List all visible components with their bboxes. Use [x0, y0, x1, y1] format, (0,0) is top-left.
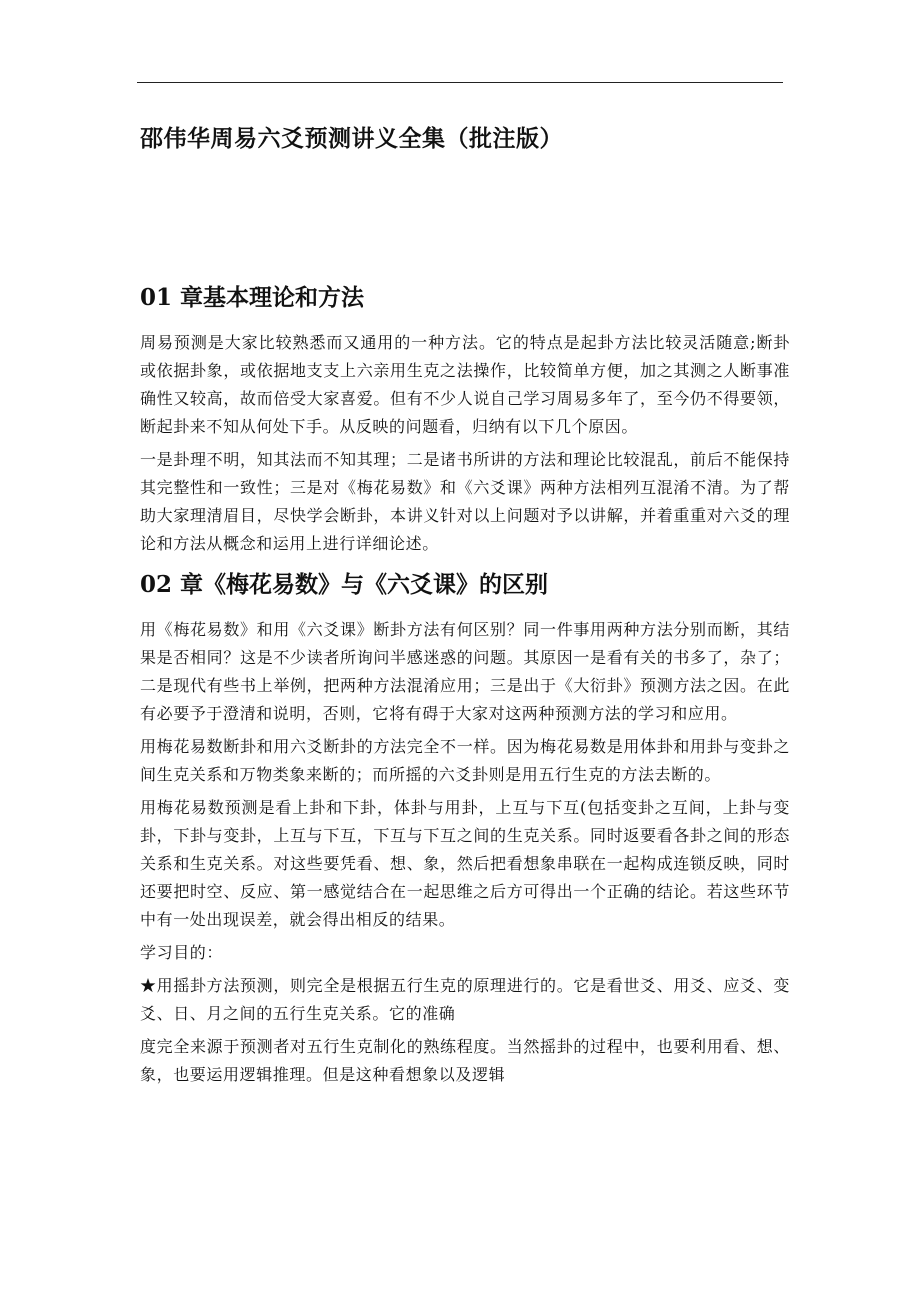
header-rule — [137, 82, 783, 83]
chapter-02-paragraph: 用梅花易数预测是看上卦和下卦，体卦与用卦，上互与下互(包括变卦之互间，上卦与变卦，下卦与变卦，上互与下互，下互与下互之间的生克关系。同时返要看各卦之间的形态关系和生克关系。对这些要凭看、想、象，然后把看想象串联在一起构成连锁反映，同时还要把时空、反应、第一感觉结合在一起思维之后方可得出一个正确的结论。若这些环节中有一处出现误差，就会得出相反的结果。 — [140, 798, 790, 929]
chapter-02-paragraph: 用《梅花易数》和用《六爻课》断卦方法有何区别？同一件事用两种方法分别而断，其结果是否相同？这是不少读者所询问半感迷惑的问题。其原因一是看有关的书多了，杂了；二是现代有些书上举例，把两种方法混淆应用；三是出于《大衍卦》预测方法之因。在此有必要予于澄清和说明，否则，它将有碍于大家对这两种预测方法的学习和应用。 — [140, 620, 790, 723]
chapter-02-paragraph: ★用摇卦方法预测，则完全是根据五行生克的原理进行的。它是看世爻、用爻、应爻、变爻、日、月之间的五行生克关系。它的准确 — [140, 976, 790, 1023]
chapter-01-heading: 01 章基本理论和方法 — [140, 284, 365, 311]
document-body — [140, 281, 790, 1094]
chapter-01-paragraph: 一是卦理不明，知其法而不知其理；二是诸书所讲的方法和理论比较混乱，前后不能保持其完整性和一致性；三是对《梅花易数》和《六爻课》两种方法相列互混淆不清。为了帮助大家理清眉目，尽快学会断卦，本讲义针对以上问题对予以讲解，并着重重对六爻的理论和方法从概念和运用上进行详细论述。 — [140, 450, 790, 553]
chapter-02-paragraph: 学习目的： — [140, 943, 224, 962]
chapter-01-paragraph: 周易预测是大家比较熟悉而又通用的一种方法。它的特点是起卦方法比较灵活随意;断卦或依据卦象，或依据地支支上六亲用生克之法操作，比较简单方便，加之其测之人断事准确性又较高，故而倍受大家喜爱。但有不少人说自己学习周易多年了，至今仍不得要领，断起卦来不知从何处下手。从反映的问题看，归纳有以下几个原因。 — [140, 333, 790, 436]
chapter-02-paragraph: 度完全来源于预测者对五行生克制化的熟练程度。当然摇卦的过程中，也要利用看、想、象，也要运用逻辑推理。但是这种看想象以及逻辑 — [140, 1037, 790, 1084]
document-title: 邵伟华周易六爻预测讲义全集（批注版） — [140, 125, 563, 152]
chapter-02-heading: 02 章《梅花易数》与《六爻课》的区别 — [140, 571, 549, 598]
chapter-02-paragraph: 用梅花易数断卦和用六爻断卦的方法完全不一样。因为梅花易数是用体卦和用卦与变卦之间生克关系和万物类象来断的；而所摇的六爻卦则是用五行生克的方法去断的。 — [140, 737, 790, 784]
